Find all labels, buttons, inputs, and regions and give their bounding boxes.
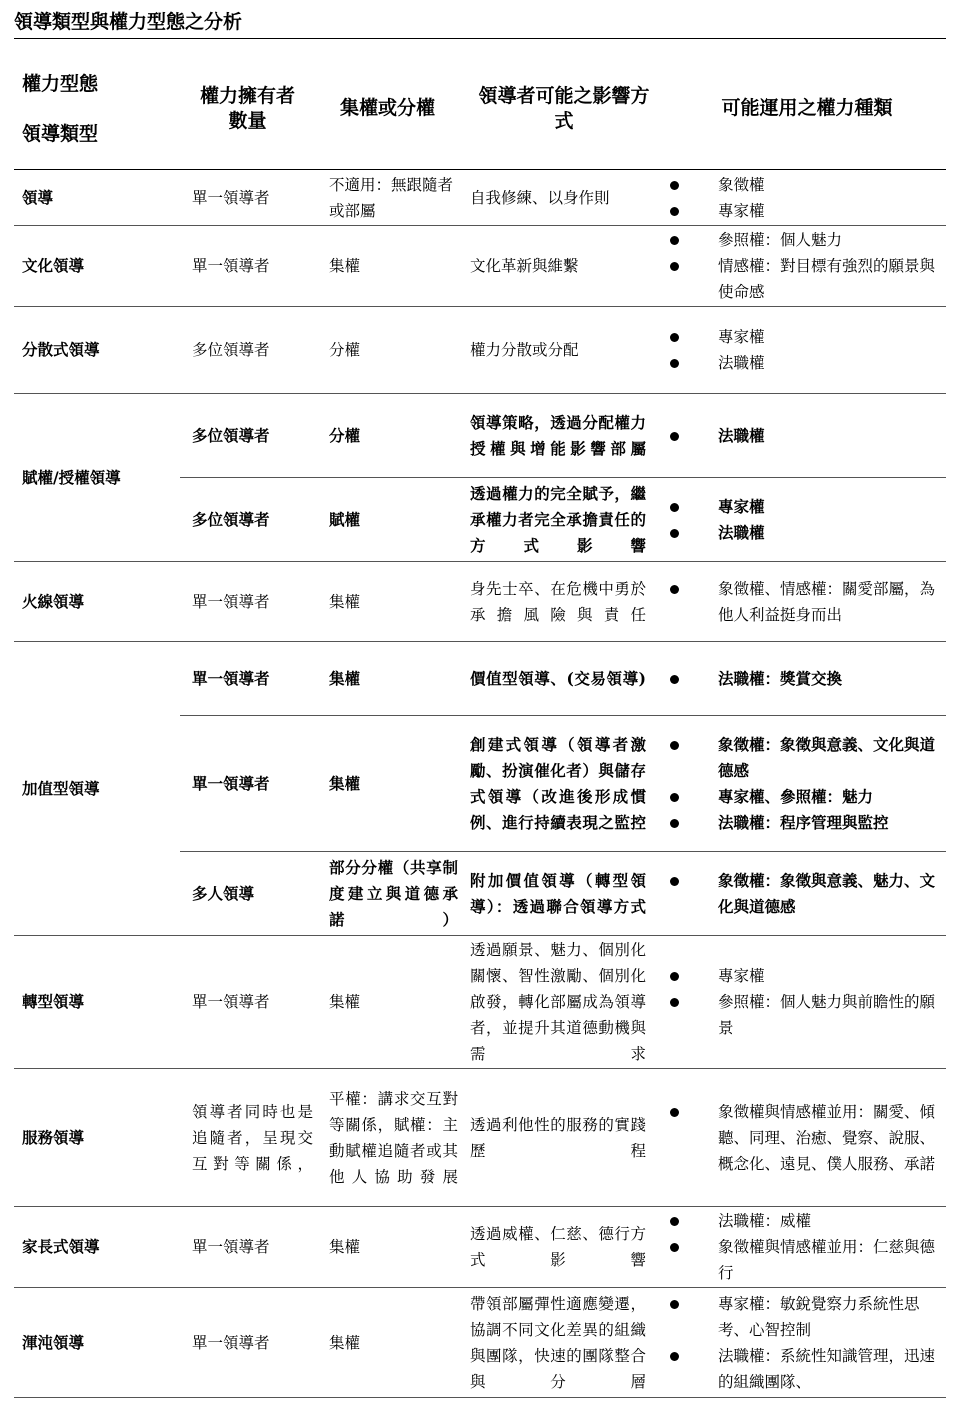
holder-count: 單一領導者 (180, 226, 315, 307)
list-item: 專家權 (668, 324, 944, 350)
centralization: 分權 (315, 394, 460, 478)
centralization: 集權 (315, 562, 460, 642)
power-kinds (668, 716, 946, 852)
list-item: 法職權：威權 (668, 1208, 944, 1234)
influence: 創建式領導（領導者激勵、扮演催化者）與儲存式領導（改進後形成慣例、進行持續表現之監控 (460, 716, 668, 852)
header-leadership-type-label: 領導類型 (22, 122, 99, 145)
list-item: 專家權、參照權：魅力 (668, 784, 944, 810)
table-row (14, 226, 946, 307)
centralization: 部分分權（共享制度建立與道德承諾） (315, 852, 460, 936)
power-kinds (668, 170, 946, 226)
bullet-icon (670, 529, 679, 538)
power-kinds (668, 562, 946, 642)
list-item: 情感權：對目標有強烈的願景與使命感 (668, 253, 944, 305)
bullet-icon (670, 877, 679, 886)
power-kinds (668, 936, 946, 1069)
power-kinds (668, 1288, 946, 1398)
bullet-icon (670, 585, 679, 594)
leadership-type: 服務領導 (14, 1069, 180, 1207)
header-power-kinds: 可能運用之權力種類 (668, 48, 946, 170)
bullet-icon (670, 998, 679, 1007)
list-item: 象徵權 (668, 172, 944, 198)
header-centralization: 集權或分權 (315, 48, 460, 170)
bullet-icon (670, 207, 679, 216)
header-corner-cell (14, 48, 180, 170)
bullet-icon (670, 333, 679, 342)
bullet-icon (670, 793, 679, 802)
holder-count: 領導者同時也是追隨者，呈現交互對等關係， (180, 1069, 315, 1207)
power-kinds (668, 642, 946, 716)
bullet-icon (670, 675, 679, 684)
holder-count: 多位領導者 (180, 394, 315, 478)
table-row (14, 642, 946, 716)
holder-count: 單一領導者 (180, 1288, 315, 1398)
leadership-type: 領導 (14, 170, 180, 226)
power-kinds (668, 307, 946, 394)
influence: 領導策略，透過分配權力授權與增能影響部屬 (460, 394, 668, 478)
list-item: 法職權：獎賞交換 (668, 666, 944, 692)
centralization: 分權 (315, 307, 460, 394)
centralization: 平權：講求交互對等關係，賦權：主動賦權追隨者或其他人協助發展 (315, 1069, 460, 1207)
leadership-type: 加值型領導 (14, 642, 180, 936)
list-item: 法職權：系統性知識管理，迅速的組織團隊、 (668, 1343, 944, 1395)
influence: 透過威權、仁慈、德行方式影響 (460, 1207, 668, 1288)
power-kinds (668, 1069, 946, 1207)
list-item: 參照權：個人魅力 (668, 227, 944, 253)
list-item: 法職權 (668, 520, 944, 546)
holder-count: 單一領導者 (180, 562, 315, 642)
list-item: 象徵權、情感權：關愛部屬，為他人利益挺身而出 (668, 576, 944, 628)
influence: 價值型領導、(交易領導) (460, 642, 668, 716)
list-item: 象徵權與情感權並用：關愛、傾聽、同理、治癒、覺察、說服、概念化、遠見、僕人服務、承諾 (668, 1099, 944, 1177)
table-row (14, 1069, 946, 1207)
influence: 權力分散或分配 (460, 307, 668, 394)
list-item: 法職權 (668, 423, 944, 449)
header-power-form-label: 權力型態 (22, 72, 99, 95)
list-item: 象徵權與情感權並用：仁慈與德行 (668, 1234, 944, 1286)
table-row (14, 562, 946, 642)
leadership-type: 火線領導 (14, 562, 180, 642)
bullet-icon (670, 181, 679, 190)
header-influence: 領導者可能之影響方式 (460, 48, 668, 170)
influence: 帶領部屬彈性適應變遷，協調不同文化差異的組織與團隊，快速的團隊整合與分層 (460, 1288, 668, 1398)
centralization: 集權 (315, 716, 460, 852)
holder-count: 多人領導 (180, 852, 315, 936)
table-row (14, 1207, 946, 1288)
document-title: 領導類型與權力型態之分析 (14, 10, 946, 39)
leadership-type: 渾沌領導 (14, 1288, 180, 1398)
bullet-icon (670, 1352, 679, 1361)
table-row (14, 307, 946, 394)
bullet-icon (670, 503, 679, 512)
table-row (14, 936, 946, 1069)
table-row (14, 170, 946, 226)
table-row (14, 1288, 946, 1398)
bullet-icon (670, 1243, 679, 1252)
centralization: 集權 (315, 1288, 460, 1398)
list-item: 法職權 (668, 350, 944, 376)
table-row (14, 394, 946, 478)
power-kinds (668, 478, 946, 562)
list-item: 專家權 (668, 963, 944, 989)
list-item: 專家權 (668, 198, 944, 224)
header-holder-count: 權力擁有者數量 (180, 48, 315, 170)
influence: 身先士卒、在危機中勇於承擔風險與責任 (460, 562, 668, 642)
table-header-row (14, 48, 946, 170)
list-item: 專家權：敏銳覺察力系統性思考、心智控制 (668, 1291, 944, 1343)
leadership-power-table (14, 48, 946, 1398)
bullet-icon (670, 1300, 679, 1309)
influence: 文化革新與維繫 (460, 226, 668, 307)
bullet-icon (670, 262, 679, 271)
centralization: 不適用：無跟隨者或部屬 (315, 170, 460, 226)
bullet-icon (670, 236, 679, 245)
list-item: 象徵權：象徵與意義、文化與道德感 (668, 732, 944, 784)
influence: 透過利他性的服務的實踐歷程 (460, 1069, 668, 1207)
holder-count: 多位領導者 (180, 478, 315, 562)
centralization: 賦權 (315, 478, 460, 562)
bullet-icon (670, 819, 679, 828)
centralization: 集權 (315, 936, 460, 1069)
power-kinds (668, 1207, 946, 1288)
leadership-type: 文化領導 (14, 226, 180, 307)
centralization: 集權 (315, 642, 460, 716)
power-kinds (668, 226, 946, 307)
influence: 透過願景、魅力、個別化關懷、智性激勵、個別化啟發，轉化部屬成為領導者，並提升其道德動機與需求 (460, 936, 668, 1069)
holder-count: 單一領導者 (180, 936, 315, 1069)
list-item: 法職權：程序管理與監控 (668, 810, 944, 836)
bullet-icon (670, 1217, 679, 1226)
holder-count: 單一領導者 (180, 716, 315, 852)
holder-count: 單一領導者 (180, 642, 315, 716)
leadership-type: 賦權/授權領導 (14, 394, 180, 562)
bullet-icon (670, 359, 679, 368)
centralization: 集權 (315, 226, 460, 307)
holder-count: 單一領導者 (180, 1207, 315, 1288)
leadership-type: 分散式領導 (14, 307, 180, 394)
leadership-type: 轉型領導 (14, 936, 180, 1069)
holder-count: 單一領導者 (180, 170, 315, 226)
centralization: 集權 (315, 1207, 460, 1288)
list-item: 專家權 (668, 494, 944, 520)
holder-count: 多位領導者 (180, 307, 315, 394)
leadership-type: 家長式領導 (14, 1207, 180, 1288)
power-kinds (668, 852, 946, 936)
bullet-icon (670, 972, 679, 981)
list-item: 參照權：個人魅力與前瞻性的願景 (668, 989, 944, 1041)
bullet-icon (670, 741, 679, 750)
bullet-icon (670, 432, 679, 441)
bullet-icon (670, 1108, 679, 1117)
power-kinds (668, 394, 946, 478)
influence: 透過權力的完全賦予，繼承權力者完全承擔責任的方式影響 (460, 478, 668, 562)
list-item: 象徵權：象徵與意義、魅力、文化與道德感 (668, 868, 944, 920)
influence: 自我修練、以身作則 (460, 170, 668, 226)
influence: 附加價值領導（轉型領導）：透過聯合領導方式 (460, 852, 668, 936)
